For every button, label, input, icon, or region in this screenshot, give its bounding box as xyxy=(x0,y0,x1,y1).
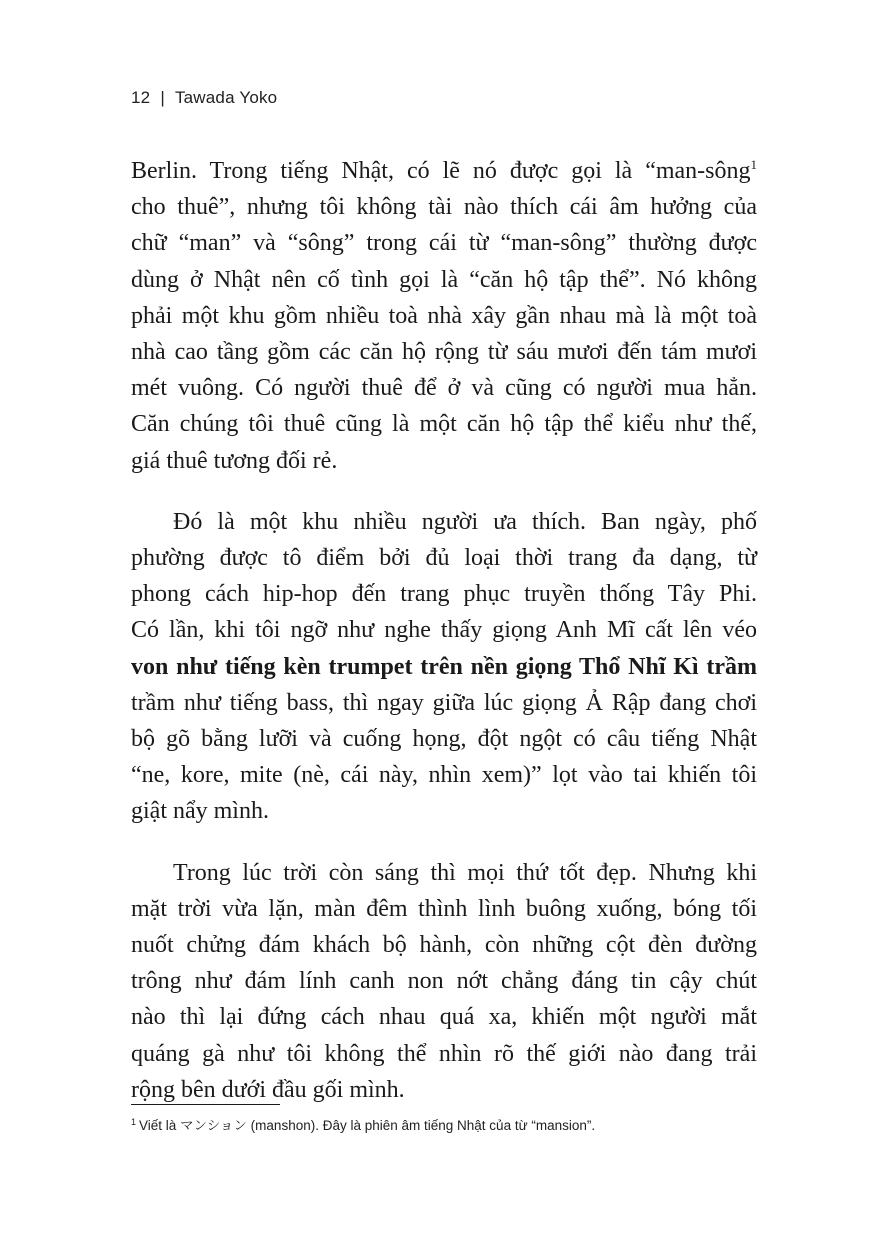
text-line: phong cách hip-hop đến trang phục truyền thống Tây Phi. xyxy=(131,581,757,608)
text-line: mét vuông. Có người thuê để ở và cũng có người mua hẳn. xyxy=(131,375,757,402)
paragraph-2 xyxy=(131,504,757,830)
text-line-bold: von như tiếng kèn trumpet trên nền giọng Thổ Nhĩ Kì trầm xyxy=(131,653,757,680)
footnote-reference: 1 xyxy=(750,157,757,172)
text-line: rộng bên dưới đầu gối mình. xyxy=(131,1076,405,1103)
text-line: nuốt chửng đám khách bộ hành, còn những cột đèn đường xyxy=(131,932,757,959)
text-line: Căn chúng tôi thuê cũng là một căn hộ tập thể kiểu như thế, xyxy=(131,411,757,438)
paragraph-3 xyxy=(131,855,757,1108)
text-line: Đó là một khu nhiều người ưa thích. Ban ngày, phố xyxy=(173,508,757,535)
text-line: trầm như tiếng bass, thì ngay giữa lúc giọng Ả Rập đang chơi xyxy=(131,689,757,716)
text-line: phải một khu gồm nhiều toà nhà xây gần nhau mà là một toà xyxy=(131,302,757,329)
page-number: 12 xyxy=(131,88,151,107)
text-line: quáng gà như tôi không thể nhìn rõ thế giới nào đang trải xyxy=(131,1040,757,1067)
paragraph-1 xyxy=(131,153,757,479)
text-line: nhà cao tầng gồm các căn hộ rộng từ sáu mươi đến tám mươi xyxy=(131,339,757,366)
header-separator: | xyxy=(160,88,165,107)
footnote-marker: 1 xyxy=(131,1116,137,1127)
footnote-text: Viết là マンション (manshon). Đây là phiên âm tiếng Nhật của từ “mansion”. xyxy=(139,1118,596,1133)
text-line: Có lần, khi tôi ngỡ như nghe thấy giọng Anh Mĩ cất lên véo xyxy=(131,617,757,644)
text-line: trông như đám lính canh non nớt chẳng đáng tin cậy chút xyxy=(131,968,757,995)
text-line: giật nẩy mình. xyxy=(131,798,269,825)
text-line: dùng ở Nhật nên cố tình gọi là “căn hộ tập thể”. Nó không xyxy=(131,266,757,293)
footnote xyxy=(131,1114,595,1134)
body-text xyxy=(131,153,757,1133)
text-line: nào thì lại đứng cách nhau quá xa, khiến một người mắt xyxy=(131,1004,757,1031)
running-head xyxy=(131,88,277,108)
author-name: Tawada Yoko xyxy=(174,88,278,107)
text-line: phường được tô điểm bởi đủ loại thời trang đa dạng, từ xyxy=(131,545,757,572)
text-line: cho thuê”, nhưng tôi không tài nào thích cái âm hưởng của xyxy=(131,194,757,221)
text-line: Trong lúc trời còn sáng thì mọi thứ tốt đẹp. Nhưng khi xyxy=(173,859,757,886)
text-line: giá thuê tương đối rẻ. xyxy=(131,447,338,474)
text-line: “ne, kore, mite (nè, cái này, nhìn xem)” lọt vào tai khiến tôi xyxy=(131,762,757,789)
footnote-divider xyxy=(131,1104,280,1105)
text-line: bộ gõ bằng lưỡi và cuống họng, đột ngột có câu tiếng Nhật xyxy=(131,726,757,753)
text-line: chữ “man” và “sông” trong cái từ “man-sông” thường được xyxy=(131,230,757,257)
text-line: Berlin. Trong tiếng Nhật, có lẽ nó được gọi là “man-sông$^1$ xyxy=(131,157,757,184)
text-line: mặt trời vừa lặn, màn đêm thình lình buông xuống, bóng tối xyxy=(131,895,757,922)
